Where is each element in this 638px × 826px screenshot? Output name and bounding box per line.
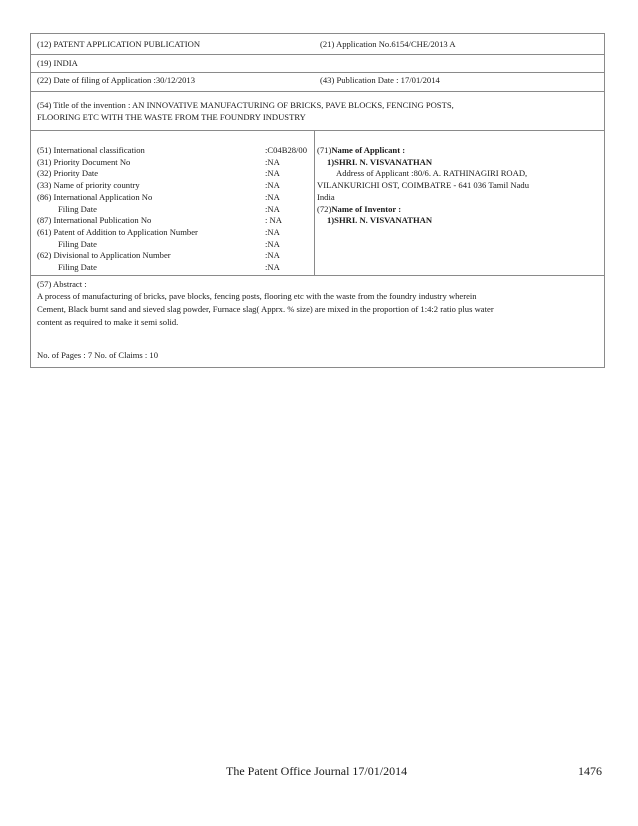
journal-footer: The Patent Office Journal 17/01/2014: [226, 764, 408, 778]
pages-and-claims: No. of Pages : 7 No. of Claims : 10: [37, 350, 159, 360]
field-label: (32) Priority Date: [37, 168, 99, 179]
divider: [31, 91, 604, 92]
field-label: Filing Date: [58, 238, 97, 249]
divider: [31, 130, 604, 131]
applicant-heading-label: Name of Applicant :: [331, 145, 406, 155]
application-number: (21) Application No.6154/CHE/2013 A: [320, 39, 456, 49]
abstract-heading: (57) Abstract :: [37, 279, 87, 289]
inventor-code: (72): [317, 203, 332, 214]
abstract-line-3: content as required to make it semi solid.: [37, 317, 179, 327]
applicant-address-line-2: VILANKURICHI OST, COIMBATRE - 641 036 Tamil Nadu: [317, 180, 530, 191]
field-label: (87) International Publication No: [37, 215, 152, 226]
field-label: (62) Divisional to Application Number: [37, 250, 171, 261]
field-value: :C04B28/00: [265, 145, 308, 155]
column-divider: [314, 130, 315, 275]
invention-title-line-1: (54) Title of the invention : AN INNOVATIVE MANUFACTURING OF BRICKS, PAVE BLOCKS, FENCING POSTS,: [37, 100, 454, 110]
applicant-heading: [317, 145, 405, 157]
field-value: :NA: [265, 262, 280, 272]
patent-record-frame: [30, 33, 605, 368]
publication-type: (12) PATENT APPLICATION PUBLICATION: [37, 39, 201, 49]
divider: [31, 275, 604, 276]
field-value: :NA: [265, 168, 280, 179]
inventor-name: 1)SHRI. N. VISVANATHAN: [327, 215, 433, 226]
country: (19) INDIA: [37, 58, 78, 68]
applicant-code: (71): [317, 145, 332, 155]
applicant-name: 1)SHRI. N. VISVANATHAN: [327, 156, 433, 167]
field-label: Filing Date: [58, 262, 97, 272]
abstract-line-2: Cement, Black burnt sand and sieved slag powder, Furnace slag( Apprx. % size) are mixed in the proportion of 1:4:2 ratio plus water: [37, 304, 494, 314]
inventor-heading: [317, 204, 401, 216]
field-value: :NA: [265, 156, 280, 167]
inventor-heading-label: Name of Inventor :: [331, 203, 402, 214]
applicant-address-line-3: India: [317, 191, 335, 202]
field-value: :NA: [265, 203, 280, 214]
field-label: (51) International classification: [37, 145, 145, 155]
invention-title-line-2: FLOORING ETC WITH THE WASTE FROM THE FOUNDRY INDUSTRY: [37, 112, 306, 122]
filing-date: (22) Date of filing of Application :30/12/2013: [37, 75, 196, 85]
field-label: (61) Patent of Addition to Application Number: [37, 226, 198, 237]
field-value: :NA: [265, 191, 280, 202]
divider: [31, 54, 604, 55]
applicant-address-line-1: Address of Applicant :80/6. A. RATHINAGIRI ROAD,: [336, 168, 528, 179]
abstract-line-1: A process of manufacturing of bricks, pave blocks, fencing posts, flooring etc with the waste from the foundry industry wherein: [37, 291, 477, 301]
field-label: Filing Date: [58, 203, 97, 214]
field-label: (31) Priority Document No: [37, 156, 131, 167]
field-label: (86) International Application No: [37, 191, 153, 202]
divider: [31, 72, 604, 73]
field-label: (33) Name of priority country: [37, 180, 140, 191]
field-value: :NA: [265, 250, 280, 261]
field-value: :NA: [265, 180, 280, 191]
page-number: 1476: [578, 764, 602, 778]
field-value: :NA: [265, 238, 280, 249]
field-value: :NA: [265, 226, 280, 237]
field-value: : NA: [265, 215, 282, 226]
publication-date: (43) Publication Date : 17/01/2014: [320, 75, 440, 85]
